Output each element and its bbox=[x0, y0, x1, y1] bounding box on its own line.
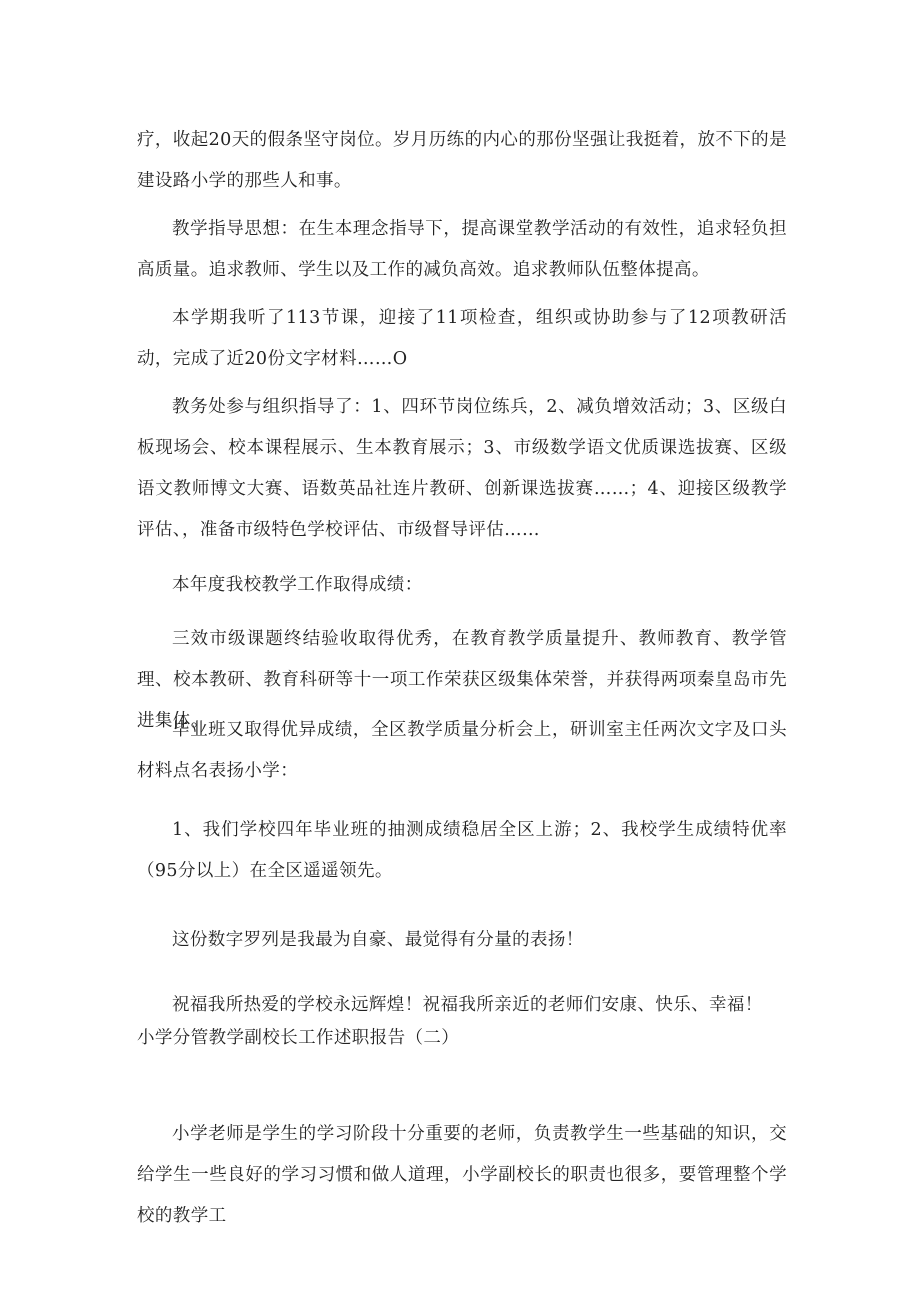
paragraph-blessing: 祝福我所热爱的学校永远辉煌！祝福我所亲近的老师们安康、快乐、幸福！ bbox=[172, 995, 763, 1015]
paragraph-sick-leave: 疗，收起20天的假条坚守岗位。岁月历练的内心的那份坚强让我挺着，放不下的是建设路小学的那些人和事。 bbox=[137, 130, 787, 191]
paragraph-graduating-class: 毕业班又取得优异成绩，全区教学质量分析会上，研训室主任两次文字及口头材料点名表扬小学： bbox=[137, 720, 787, 781]
paragraph-teaching-guidance: 教学指导思想：在生本理念指导下，提高课堂教学活动的有效性，追求轻负担高质量。追求教师、学生以及工作的减负高效。追求教师队伍整体提高。 bbox=[137, 219, 787, 280]
paragraph-achievements-intro: 本年度我校教学工作取得成绩： bbox=[172, 575, 423, 595]
paragraph-academic-affairs: 教务处参与组织指导了：1、四环节岗位练兵，2、减负增效活动；3、区级白板现场会、校本课程展示、生本教育展示；3、市级数学语文优质课选拔赛、区级语文教师博文大赛、语数英品社连片教研、创新课选拔赛……；4、迎接区级教学评估、，准备市级特色学校评估、市级督导评估…… bbox=[137, 397, 787, 540]
paragraph-project-honors: 三效市级课题终结验收取得优秀，在教育教学质量提升、教师教育、教学管理、校本教研、教育科研等十一项工作荣获区级集体荣誉，并获得两项秦皇岛市先进集体。 bbox=[137, 629, 787, 731]
paragraph-pride: 这份数字罗列是我最为自豪、最觉得有分量的表扬！ bbox=[172, 930, 584, 950]
paragraph-test-results: 1、我们学校四年毕业班的抽测成绩稳居全区上游；2、我校学生成绩特优率（95分以上）在全区遥遥领先。 bbox=[137, 820, 787, 881]
paragraph-semester-stats: 本学期我听了113节课，迎接了11项检查，组织或协助参与了12项教研活动，完成了近20份文字材料……O bbox=[137, 308, 787, 369]
paragraph-closing: 小学老师是学生的学习阶段十分重要的老师，负责教学生一些基础的知识，交给学生一些良好的学习习惯和做人道理，小学副校长的职责也很多，要管理整个学校的教学工 bbox=[137, 1124, 787, 1226]
section-title: 小学分管教学副校长工作述职报告（二） bbox=[137, 1028, 460, 1048]
